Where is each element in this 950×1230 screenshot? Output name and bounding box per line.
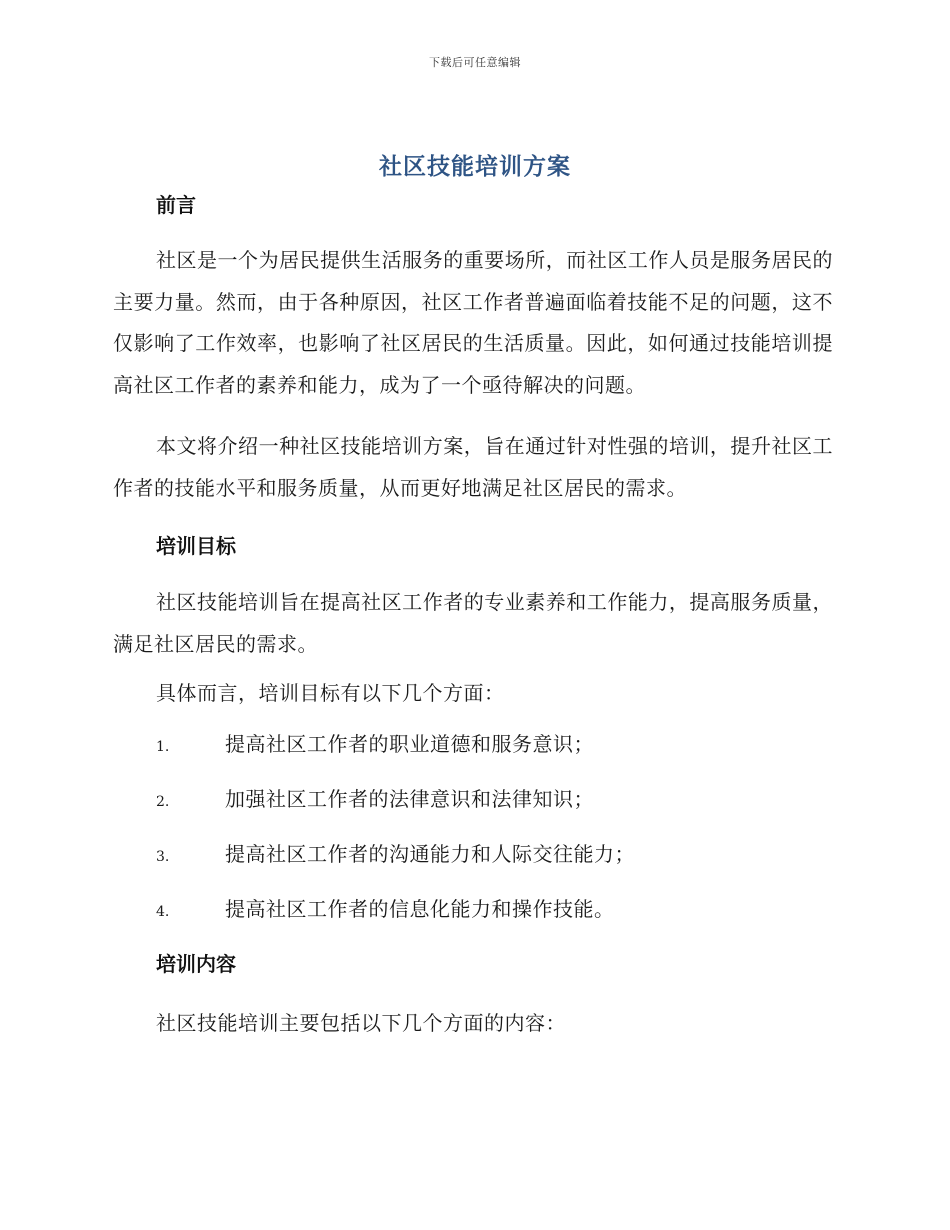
goals-paragraph-2: 具体而言，培训目标有以下几个方面：: [156, 681, 505, 705]
list-item-number: 1.: [156, 738, 170, 755]
document-body: [113, 190, 833, 1044]
list-item-number: 4.: [156, 903, 170, 920]
list-item: [113, 839, 833, 894]
list-item: [113, 784, 833, 839]
document-title: 社区技能培训方案: [379, 154, 571, 180]
section-heading-preface: 前言: [156, 193, 196, 217]
goals-paragraph-1: 社区技能培训旨在提高社区工作者的专业素养和工作能力，提高服务质量，满足社区居民的需求。: [113, 590, 833, 656]
list-item-text: 加强社区工作者的法律意识和法律知识；: [225, 786, 594, 811]
list-item-text: 提高社区工作者的职业道德和服务意识；: [225, 731, 594, 756]
goals-list: [113, 729, 833, 949]
preface-paragraph-1: 社区是一个为居民提供生活服务的重要场所，而社区工作人员是服务居民的主要力量。然而，由于各种原因，社区工作者普遍面临着技能不足的问题，这不仅影响了工作效率，也影响了社区居民的生活质量。因此，如何通过技能培训提高社区工作者的素养和能力，成为了一个亟待解决的问题。: [113, 248, 833, 397]
section-heading-goals: 培训目标: [156, 534, 236, 558]
list-item: [113, 729, 833, 784]
list-item-number: 3.: [156, 848, 170, 865]
content-paragraph-1: 社区技能培训主要包括以下几个方面的内容：: [156, 1010, 566, 1035]
list-item-text: 提高社区工作者的信息化能力和操作技能。: [225, 896, 615, 921]
preface-paragraph-2: 本文将介绍一种社区技能培训方案，旨在通过针对性强的培训，提升社区工作者的技能水平和服务质量，从而更好地满足社区居民的需求。: [113, 434, 833, 500]
list-item: [113, 894, 833, 949]
header-note: 下载后可任意编辑: [429, 56, 521, 69]
list-item-text: 提高社区工作者的沟通能力和人际交往能力；: [225, 841, 635, 866]
section-heading-content: 培训内容: [156, 951, 236, 976]
list-item-number: 2.: [156, 793, 170, 810]
